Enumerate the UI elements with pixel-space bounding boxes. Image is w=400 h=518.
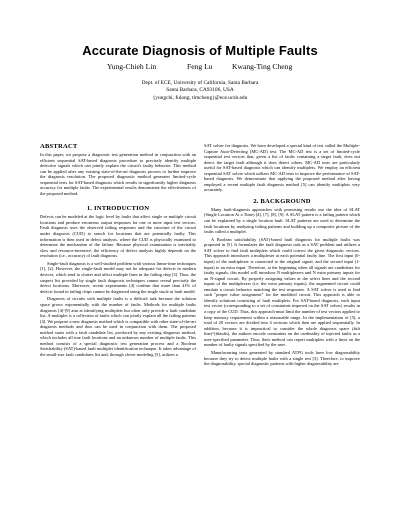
author-name: Feng Lu	[187, 62, 213, 71]
abstract-text: In this paper, we propose a diagnostic test generation method in conjunction with an efficient sequential SAT-based diagnosis procedure to precisely identify multiple defective signals which can jointly explain the circuit's faulty behavior. This method can be applied after any existing state-of-the-art diagnosis process to further improve the diagnosis resolution. The proposed diagnostic method generates limited-cycle sequential tests for SAT-based diagnosis which results in significantly higher diagnosis accuracy for multiple faults. The experimental results demonstrate the effectiveness of the proposed method.	[40, 152, 196, 196]
right-column	[204, 143, 360, 369]
body-paragraph: Many fault-diagnosis approaches with promising results use the idea of SLAT (Single Location At a Time) [4], [7], [8], [9]. A SLAT pattern is a failing pattern which can be explained by a single location fault. SLAT patterns are used to determine the fault locations by analyzing failing patterns and building up a composite picture of the faults called a multiplet.	[204, 206, 360, 235]
body-paragraph: A Boolean satisfiability (SAT)-based fault diagnosis for multiple faults was proposed in [5]. It formulates the fault diagnosis task as a SAT problem and utilizes a SAT solver to find fault multiplets which could correct the given diagnostic vectors. This approach introduces a multiplexer at each potential faulty line. The first input (0-input) of the multiplexer is connected to the original signal, and the second input (1-input) to an extra input. Therefore, at the beginning when all signals are candidates for faulty signals, this model will introduce N multiplexers and N extra primary inputs for an N-signal circuit. By properly assigning values at the select lines and the second inputs of the multiplexers (i.e. the extra primary inputs), the augmented circuit could emulate a circuit behavior matching the test responses. A SAT solver is used to find such "proper value assignment" for the modified circuit. This approach is able to identify solutions consisting of fault multiplets. For SAT-based diagnosis, each input test vector (corresponding to a set of constraints imposed on the SAT solver) results in a copy of the CUD. Thus, this approach must limit the number of test vectors applied to keep memory requirement within a reasonable range. In the implementation of [5], a total of 20 vectors are divided into 4 sections which then are applied sequentially. In addition, because it is impractical to consider the whole diagnosis space (#slt line)^(#faults), the authors encode constraints on the cardinality of injected faults as a user-specified parameter. Thus, their method can report multiplets with a limit on the number of faulty signals specified by the user.	[204, 236, 360, 348]
body-paragraph: Diagnosis of circuits with multiple faults is a difficult task because the solution space grows exponentially with the number of faults. Methods for multiple faults diagnosis [4]-[9] aim at identifying multiplets but often only provide a fault candidate list. A multiplet is a collection of faults which can jointly explain all the failing patterns [4]. We propose a new diagnosis method which is compatible with other state-of-the-art diagnosis methods and thus can be used in conjunction with them. The proposed method starts with a fault candidate list, produced by any existing diagnosis method, which includes all true fault locations and an unknown number of multiple faults. This method consists of a special diagnostic test generation process and a Boolean Satisfiability (SAT)-based fault multiplet identification technique. It takes advantage of the small-size fault candidates list and, through clever modeling [5], utilizes a	[40, 296, 196, 357]
body-paragraph: SAT solver for diagnosis. We have developed a special kind of test called the Multiple-Capture Auto-Detecting (MC-AD) test. The MC-AD test is a set of limited-cycle sequential test vectors that, given a list of faults containing a target fault, does not detect the target fault although it does detect others. MC-AD tests are particularly useful for SAT-based diagnosis which can identify multiplets. We employ an efficient sequential SAT solver which utilizes MC-AD tests to improve the performance of SAT-based diagnosis. We demonstrate that applying the proposed method after having employed a recent multiple fault diagnosis method [5] can identify multiplets very accurately.	[204, 143, 360, 193]
body-paragraph: Single-fault diagnosis is a well-studied problem with various linear-time techniques [1], [2]. However, the single-fault model may not be adequate for defects in modern devices, which tend to cluster and affect multiple lines in the failing chip [3]. Thus, the suspect list provided by single fault diagnosis techniques cannot reveal precisely the defect locations. Moreover, recent experiments [4] confirm that more than 41% of defects found in failing chips cannot be diagnosed using the single stuck-at fault model.	[40, 260, 196, 294]
paper-title: Accurate Diagnosis of Multiple Faults	[82, 43, 318, 58]
affiliation-line: Dept. of ECE, University of California, Santa Barbara	[141, 80, 259, 86]
author-name: Yung-Chieh Lin	[107, 62, 157, 71]
section-heading-introduction: 1. INTRODUCTION	[86, 205, 150, 213]
abstract-heading: ABSTRACT	[40, 143, 78, 150]
body-paragraph: Defects can be modeled at the logic level by faults that affect single or multiple circuit locations and produce erroneous output responses for one or more input test vectors. Fault diagnosis uses the observed failing responses and the structure of the circuit under diagnosis (CUD) to search for locations that are potentially faulty. This information is then used in defect analysis, where the CUD is physically examined to determine the mechanism of the failure. Because physical examination is inevitably slow and resource-intensive, the efficiency of defect analysis highly depends on the resolution (i.e., accuracy) of fault diagnosis.	[40, 214, 196, 259]
affiliation-line: Santa Barbara, CA93106, USA	[166, 87, 234, 93]
left-column	[40, 143, 196, 360]
affiliation-email: {yungchi, fulong, timcheng}@ece.ucsb.edu	[152, 95, 248, 101]
author-list	[0, 62, 400, 74]
body-paragraph: Manufacturing tests generated by standard ATPG tools have low diagnosability because they try to detect multiple faults with a single test [3]. Therefore, to improve the diagnosability, special diagnostic patterns with higher diagnosability are	[204, 349, 360, 367]
section-heading-background: 2. BACKGROUND	[253, 197, 311, 205]
author-name: Kwang-Ting Cheng	[232, 62, 293, 71]
